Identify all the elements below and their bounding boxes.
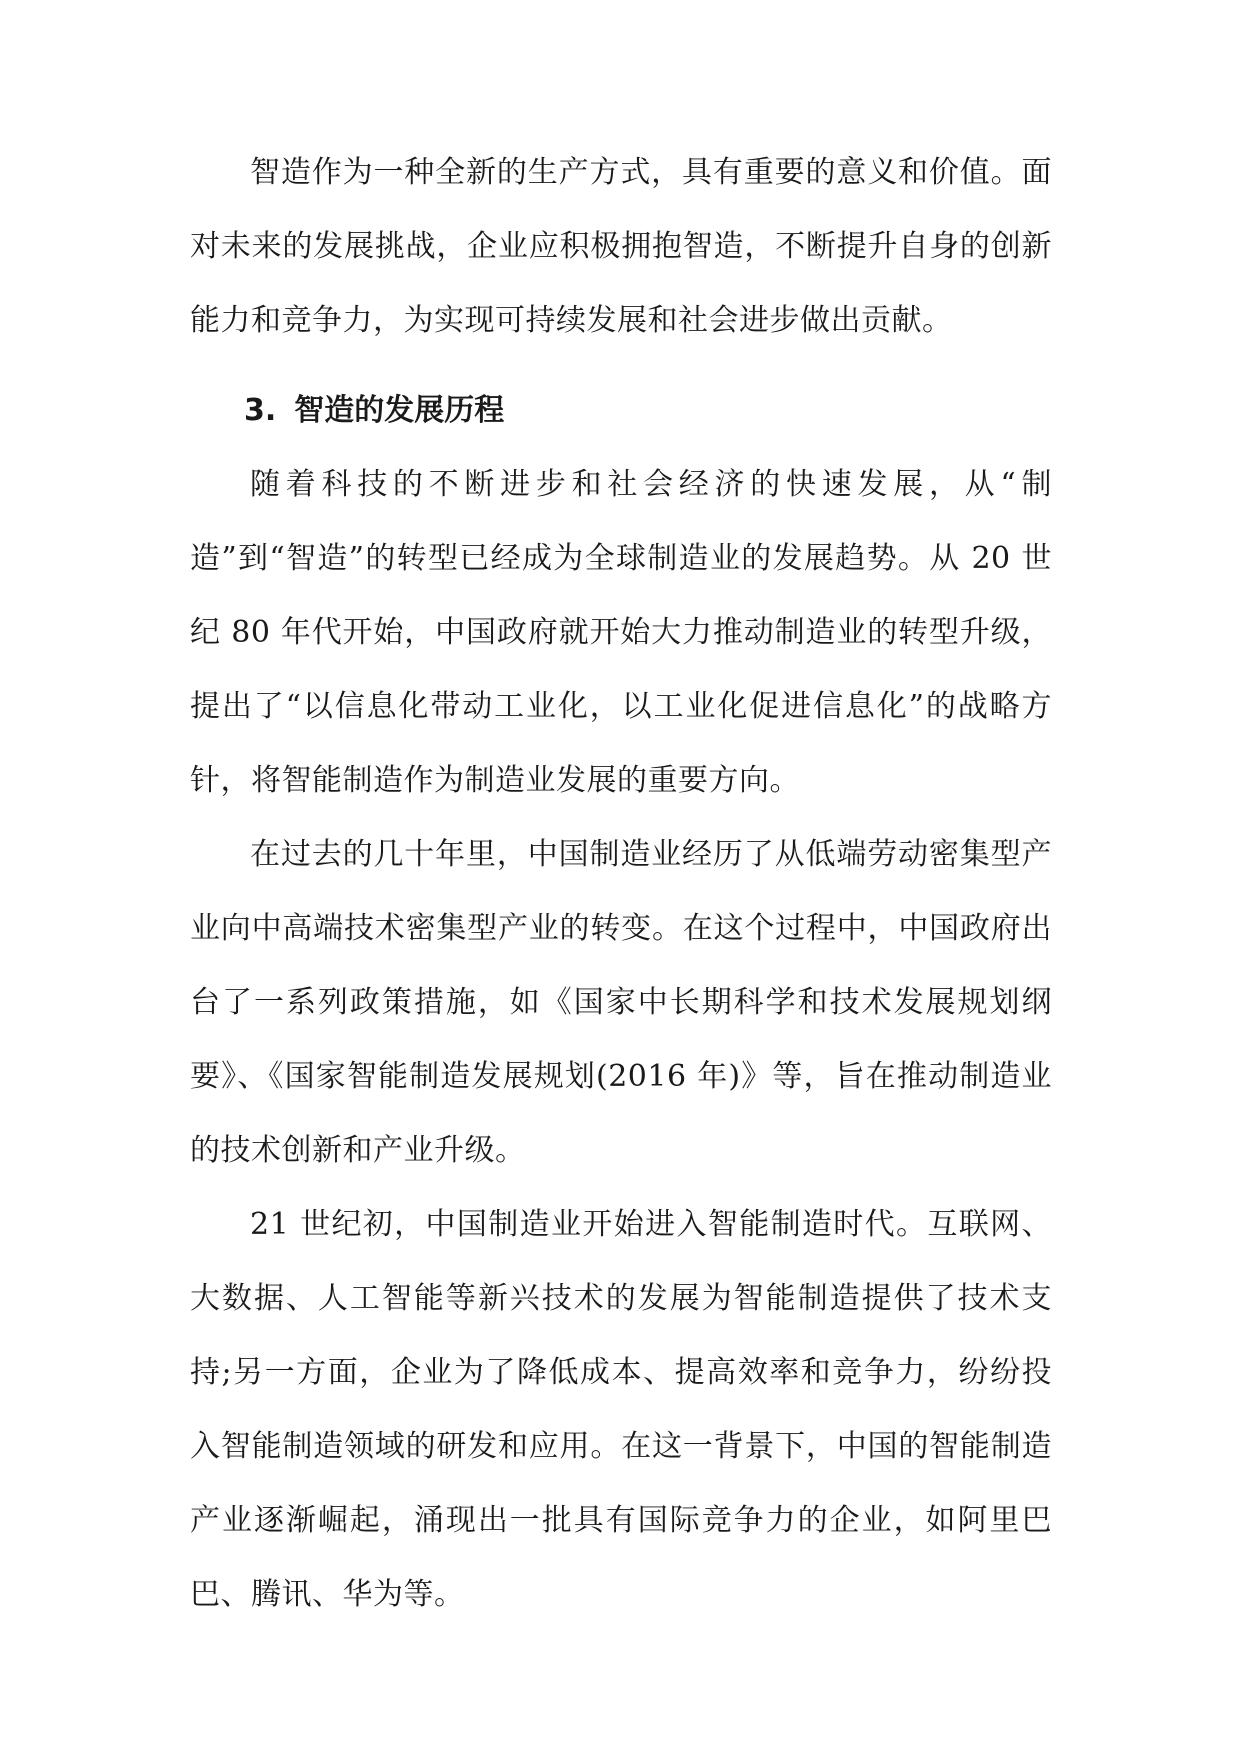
body-paragraph-1: 随着科技的不断进步和社会经济的快速发展，从“制造”到“智造”的转型已经成为全球制造业的发展趋势。从 20 世纪 80 年代开始，中国政府就开始大力推动制造业的转型升级，提出了“以信息化带动工业化，以工业化促进信息化”的战略方针，将智能制造作为制造业发展的重要方向。 (190, 467, 1052, 798)
document-body (190, 136, 1052, 1632)
section-heading (190, 374, 1052, 448)
body-paragraph-3: 21 世纪初，中国制造业开始进入智能制造时代。互联网、大数据、人工智能等新兴技术的发展为智能制造提供了技术支持;另一方面，企业为了降低成本、提高效率和竞争力，纷纷投入智能制造领域的研发和应用。在这一背景下，中国的智能制造产业逐渐崛起，涌现出一批具有国际竞争力的企业，如阿里巴巴、腾讯、华为等。 (190, 1207, 1052, 1612)
section-title: 智造的发展历程 (294, 393, 505, 428)
section-number: 3. (244, 393, 277, 428)
body-paragraph-2: 在过去的几十年里，中国制造业经历了从低端劳动密集型产业向中高端技术密集型产业的转变。在这个过程中，中国政府出台了一系列政策措施，如《国家中长期科学和技术发展规划纲要》、《国家智能制造发展规划(2016 年)》等，旨在推动制造业的技术创新和产业升级。 (190, 837, 1052, 1168)
intro-paragraph: 智造作为一种全新的生产方式，具有重要的意义和价值。面对未来的发展挑战，企业应积极拥抱智造，不断提升自身的创新能力和竞争力，为实现可持续发展和社会进步做出贡献。 (190, 155, 1052, 338)
